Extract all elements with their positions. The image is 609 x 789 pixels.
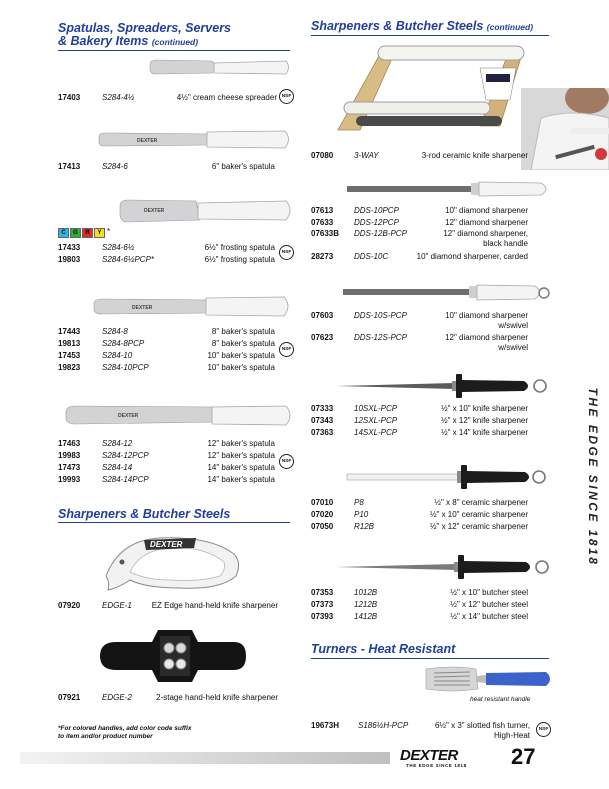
footnote — [58, 725, 192, 741]
product-description: 6½" frosting spatula — [204, 243, 275, 252]
butcher-steel-image — [334, 553, 554, 581]
item-number: 19993 — [58, 475, 81, 484]
nsf-label: NSF — [281, 459, 292, 464]
model-number: R12B — [354, 522, 375, 531]
dexter-tagline: THE EDGE SINCE 1818 — [406, 763, 467, 768]
section-rule — [311, 35, 549, 36]
color-code-r — [82, 228, 93, 238]
section-title-sharpeners — [58, 508, 230, 521]
model-number: S284-14 — [102, 463, 133, 472]
product-description: 6½" frosting spatula — [204, 255, 275, 264]
model-number: DDS-12B-PCP — [354, 229, 407, 238]
product-description: 12" diamond sharpener, — [443, 229, 528, 238]
model-number: DDS-12S-PCP — [354, 333, 407, 342]
footer-bar — [20, 752, 390, 764]
product-description: ½" x 8" ceramic sharpener — [434, 498, 528, 507]
product-description: EZ Edge hand-held knife sharpener — [151, 601, 278, 610]
item-number: 19823 — [58, 363, 81, 372]
item-number: 07373 — [311, 600, 334, 609]
product-description: 6½" x 3" slotted fish turner, — [434, 721, 530, 730]
product-description: ½" x 14" knife sharpener — [440, 428, 528, 437]
color-code-c — [58, 228, 69, 238]
product-description: ½" x 12" ceramic sharpener — [429, 522, 528, 531]
item-number: 07010 — [311, 498, 334, 507]
item-number: 07020 — [311, 510, 334, 519]
product-description: ½" x 10" knife sharpener — [440, 404, 528, 413]
section-title-text: Sharpeners & Butcher Steels — [311, 19, 484, 33]
item-number: 07921 — [58, 693, 81, 702]
product-description: 12" diamond sharpener — [445, 218, 528, 227]
item-number: 07633 — [311, 218, 334, 227]
fish-turner-image — [424, 663, 554, 695]
model-number: 10SXL-PCP — [354, 404, 398, 413]
item-number: 17403 — [58, 93, 81, 102]
model-number: S284-12PCP — [102, 451, 149, 460]
nsf-badge — [279, 342, 294, 357]
model-number: 1212B — [354, 600, 378, 609]
product-description: 8" baker's spatula — [211, 339, 275, 348]
svg-text:DEXTER: DEXTER — [132, 305, 153, 311]
ceramic-sharpener-image — [345, 463, 553, 491]
svg-text:DEXTER: DEXTER — [137, 138, 158, 144]
model-number: S186½H-PCP — [358, 721, 409, 730]
product-description: 12" baker's spatula — [207, 451, 275, 460]
three-rod-sharpener-image — [330, 38, 526, 138]
item-number: 17443 — [58, 327, 81, 336]
model-number: S284-10PCP — [102, 363, 149, 372]
model-number: 12SXL-PCP — [354, 416, 398, 425]
item-number: 17463 — [58, 439, 81, 448]
color-code-label: C — [61, 230, 66, 236]
section-title-line2: & Bakery Items — [58, 34, 149, 48]
item-number: 17473 — [58, 463, 81, 472]
item-number: 07633B — [311, 229, 340, 238]
section-rule — [311, 658, 549, 659]
item-number: 19673H — [311, 721, 340, 730]
heat-resistant-label: heat resistant handle — [470, 696, 531, 703]
footnote-line: *For colored handles, add color code suffix — [58, 725, 192, 732]
color-code-label: R — [85, 230, 90, 236]
section-title-spatulas-line2 — [58, 35, 198, 49]
color-code-label: Y — [97, 230, 102, 236]
two-stage-sharpener-image — [96, 628, 250, 684]
spreader-image — [148, 57, 291, 83]
side-tagline-text: THE EDGE SINCE 1818 — [586, 387, 600, 567]
item-number: 28273 — [311, 252, 334, 261]
diamond-sharpener-image — [345, 180, 553, 198]
model-number: S284-8 — [102, 327, 128, 336]
item-number: 19803 — [58, 255, 81, 264]
section-title-sharpeners-continued — [311, 20, 533, 34]
model-number: DDS-10PCP — [354, 206, 399, 215]
item-number: 17453 — [58, 351, 81, 360]
spatula-12-image — [64, 402, 294, 430]
svg-text:DEXTER: DEXTER — [144, 208, 165, 214]
product-description: 10" baker's spatula — [207, 351, 275, 360]
page-number: 27 — [511, 744, 536, 769]
product-description: 14" baker's spatula — [207, 475, 275, 484]
model-number: S284-6 — [102, 162, 128, 171]
model-number: S284-8PCP — [102, 339, 145, 348]
nsf-badge — [279, 454, 294, 469]
nsf-label: NSF — [538, 727, 549, 732]
side-tagline — [583, 372, 603, 582]
model-number: P10 — [354, 510, 369, 519]
item-number: 07353 — [311, 588, 334, 597]
section-title-text: Sharpeners & Butcher Steels — [58, 507, 231, 521]
product-description: w/swivel — [498, 321, 528, 330]
section-title-turners — [311, 643, 455, 656]
ez-edge-sharpener-image — [100, 532, 245, 594]
item-number: 07623 — [311, 333, 334, 342]
item-number: 07363 — [311, 428, 334, 437]
item-number: 07613 — [311, 206, 334, 215]
item-number: 17413 — [58, 162, 81, 171]
model-number: P8 — [354, 498, 364, 507]
product-description: 8" baker's spatula — [211, 327, 275, 336]
nsf-label: NSF — [281, 347, 292, 352]
nsf-label: NSF — [281, 94, 292, 99]
model-number: EDGE-1 — [102, 601, 132, 610]
color-code-asterisk: * — [107, 227, 111, 236]
product-description: ½" x 10" butcher steel — [450, 588, 528, 597]
model-number: EDGE-2 — [102, 693, 132, 702]
svg-text:DEXTER: DEXTER — [150, 540, 183, 549]
product-description: black handle — [483, 239, 528, 248]
product-description: 10" diamond sharpener — [445, 206, 528, 215]
model-number: S284-4½ — [102, 93, 135, 102]
product-description: w/swivel — [498, 343, 528, 352]
color-code-y — [94, 228, 105, 238]
diamond-sharpener-swivel-image — [341, 282, 553, 304]
nsf-label: NSF — [281, 250, 292, 255]
model-number: S284-6½ — [102, 243, 135, 252]
model-number: 3-WAY — [354, 151, 379, 160]
item-number: 07050 — [311, 522, 334, 531]
footnote-line: to item and/or product number — [58, 733, 153, 740]
product-description: 14" baker's spatula — [207, 463, 275, 472]
color-code-g — [70, 228, 81, 238]
color-code-label: G — [73, 230, 78, 236]
item-number: 07343 — [311, 416, 334, 425]
section-rule — [58, 50, 290, 51]
nsf-badge — [536, 722, 551, 737]
model-number: 1412B — [354, 612, 378, 621]
product-description: ½" x 10" ceramic sharpener — [429, 510, 528, 519]
item-number: 19813 — [58, 339, 81, 348]
product-description: 12" diamond sharpener — [445, 333, 528, 342]
product-description: ½" x 14" butcher steel — [450, 612, 528, 621]
model-number: S284-10 — [102, 351, 133, 360]
product-description: 10" diamond sharpener, carded — [416, 252, 528, 261]
product-description: 3-rod ceramic knife sharpener — [421, 151, 528, 160]
product-description: 10" diamond sharpener — [445, 311, 528, 320]
continued-label: (continued) — [151, 37, 199, 47]
section-title-text: Turners - Heat Resistant — [311, 642, 456, 656]
model-number: S284-14PCP — [102, 475, 149, 484]
frosting-spatula-image — [118, 196, 294, 226]
item-number: 19983 — [58, 451, 81, 460]
section-rule — [58, 522, 290, 523]
product-description: 2-stage hand-held knife sharpener — [156, 693, 278, 702]
item-number: 07920 — [58, 601, 81, 610]
product-description: 10" baker's spatula — [207, 363, 275, 372]
chef-photo — [521, 88, 609, 170]
model-number: DDS-12PCP — [354, 218, 399, 227]
chef-photo-image — [521, 88, 609, 170]
model-number: 1012B — [354, 588, 378, 597]
model-number: S284-6½PCP* — [102, 255, 155, 264]
product-description: ½" x 12" butcher steel — [450, 600, 528, 609]
model-number: DDS-10S-PCP — [354, 311, 407, 320]
spatula-8-image — [92, 295, 292, 319]
product-description: 6" baker's spatula — [211, 162, 275, 171]
svg-text:DEXTER: DEXTER — [118, 413, 139, 419]
product-description: 12" baker's spatula — [207, 439, 275, 448]
dexter-logo: DEXTER — [400, 747, 458, 764]
spatula-6-image — [97, 128, 292, 154]
product-description: ½" x 12" knife sharpener — [440, 416, 528, 425]
item-number: 17433 — [58, 243, 81, 252]
product-description: High-Heat — [493, 731, 530, 740]
model-number: DDS-10C — [354, 252, 389, 261]
continued-label: (continued) — [486, 22, 534, 32]
nsf-badge — [279, 89, 294, 104]
section-title-line1: Spatulas, Spreaders, Servers — [58, 21, 232, 35]
item-number: 07080 — [311, 151, 334, 160]
item-number: 07603 — [311, 311, 334, 320]
item-number: 07333 — [311, 404, 334, 413]
product-description: 4½" cream cheese spreader — [176, 93, 277, 102]
nsf-badge — [279, 245, 294, 260]
item-number: 07393 — [311, 612, 334, 621]
model-number: S284-12 — [102, 439, 133, 448]
knife-sharpener-image — [334, 372, 554, 400]
model-number: 14SXL-PCP — [354, 428, 398, 437]
